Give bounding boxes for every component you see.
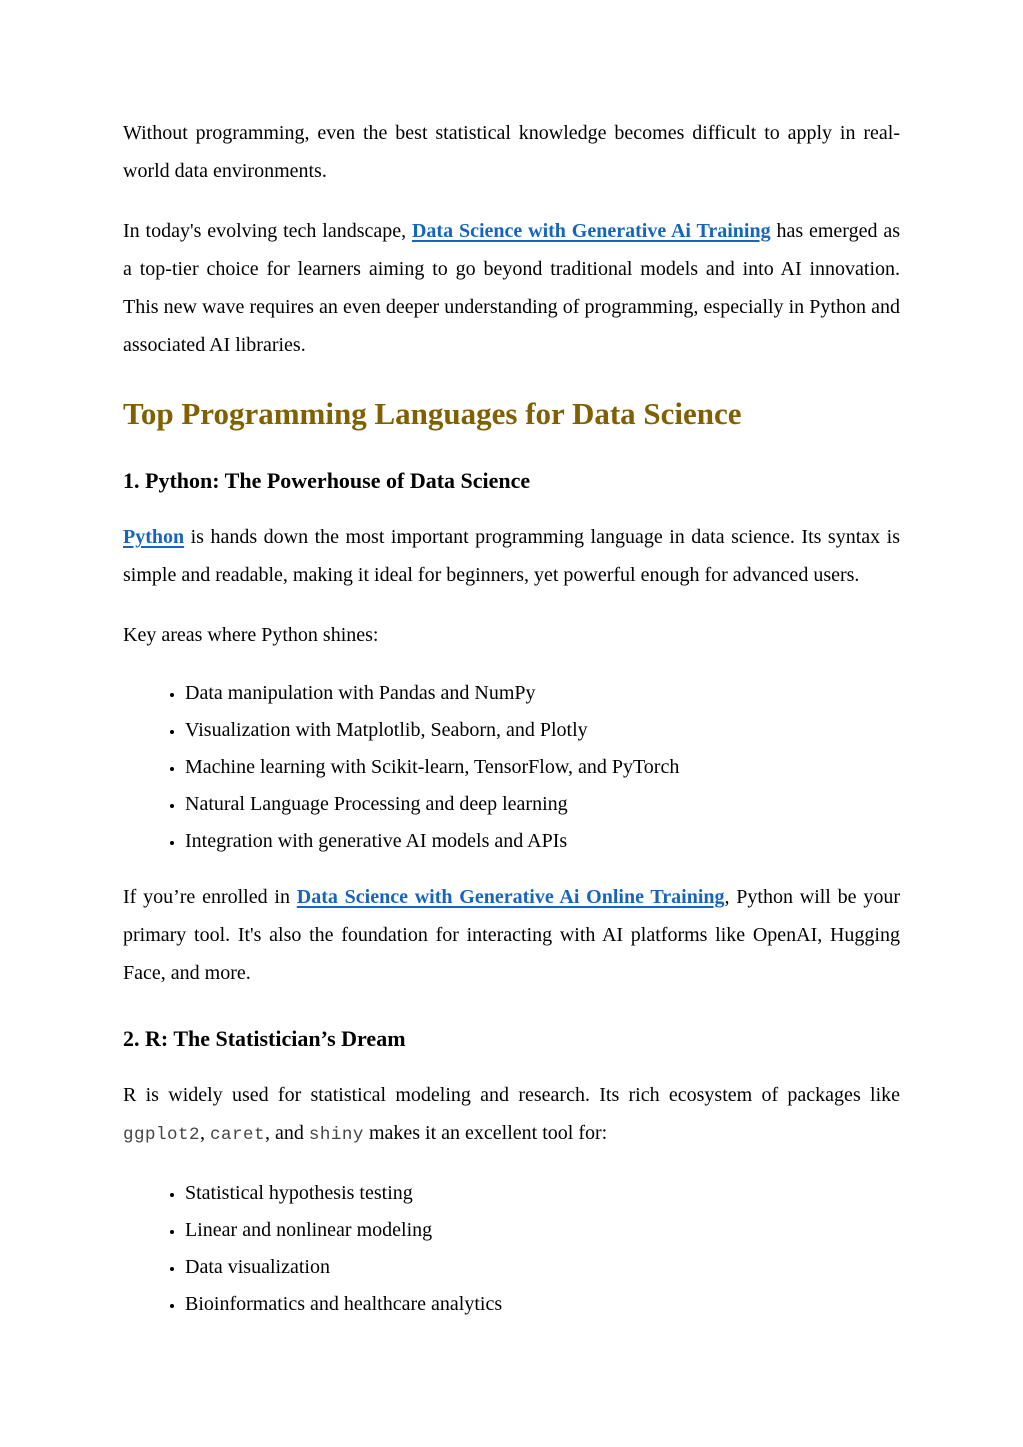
intro-paragraph-2-lead: In today's evolving tech landscape, [123, 220, 412, 242]
r-paragraph-separator: , and [265, 1122, 309, 1144]
python-paragraph-1-rest: is hands down the most important programming language in data science. Its syntax is simple and readable, making it ideal for beginners, yet powerful enough for advanced users. [123, 526, 900, 586]
list-item: • Bioinformatics and healthcare analytics [185, 1291, 900, 1317]
list-item: • Statistical hypothesis testing [185, 1180, 900, 1206]
r-section-heading: 2. R: The Statistician’s Dream [123, 1026, 406, 1051]
r-paragraph-1 [123, 1076, 900, 1154]
page-title: Top Programming Languages for Data Science [123, 396, 742, 431]
list-item: • Data manipulation with Pandas and NumPy [185, 680, 900, 706]
python-paragraph-3-rest: , Python will be your primary tool. It's also the foundation for interacting with AI platforms like OpenAI, Hugging Face, and more. [123, 886, 900, 984]
r-paragraph-separator: , [200, 1122, 211, 1144]
python-section-heading: 1. Python: The Powerhouse of Data Science [123, 468, 531, 493]
intro-paragraph-2 [123, 212, 900, 364]
intro-paragraph-2-rest: has emerged as a top-tier choice for learners aiming to go beyond traditional models and into AI innovation. This new wave requires an even deeper understanding of programming, especially in Python and associated AI libraries. [123, 220, 900, 356]
python-paragraph-3-lead: If you’re enrolled in [123, 886, 297, 908]
list-item: • Integration with generative AI models and APIs [185, 828, 900, 854]
list-item: • Linear and nonlinear modeling [185, 1217, 900, 1243]
python-link[interactable]: Python [123, 526, 185, 548]
list-item: • Machine learning with Scikit-learn, TensorFlow, and PyTorch [185, 754, 900, 780]
r-paragraph-1-lead: R is widely used for statistical modeling and research. Its rich ecosystem of packages like [123, 1084, 900, 1106]
code-caret: caret [210, 1125, 266, 1145]
python-paragraph-1 [123, 518, 900, 594]
intro-paragraph-1: Without programming, even the best statistical knowledge becomes difficult to apply in real-world data environments. [123, 122, 900, 182]
python-bullet-list [123, 680, 900, 854]
python-paragraph-3 [123, 878, 900, 992]
r-bullet-list [123, 1180, 900, 1317]
code-shiny: shiny [308, 1125, 364, 1145]
code-ggplot2: ggplot2 [123, 1125, 201, 1145]
python-paragraph-2: Key areas where Python shines: [123, 624, 379, 646]
r-paragraph-1-rest: makes it an excellent tool for: [363, 1122, 608, 1144]
list-item: • Data visualization [185, 1254, 900, 1280]
online-training-link[interactable]: Data Science with Generative Ai Online Training [296, 886, 725, 908]
generative-ai-training-link[interactable]: Data Science with Generative Ai Training [411, 220, 771, 242]
list-item: • Natural Language Processing and deep learning [185, 791, 900, 817]
list-item: • Visualization with Matplotlib, Seaborn, and Plotly [185, 717, 900, 743]
